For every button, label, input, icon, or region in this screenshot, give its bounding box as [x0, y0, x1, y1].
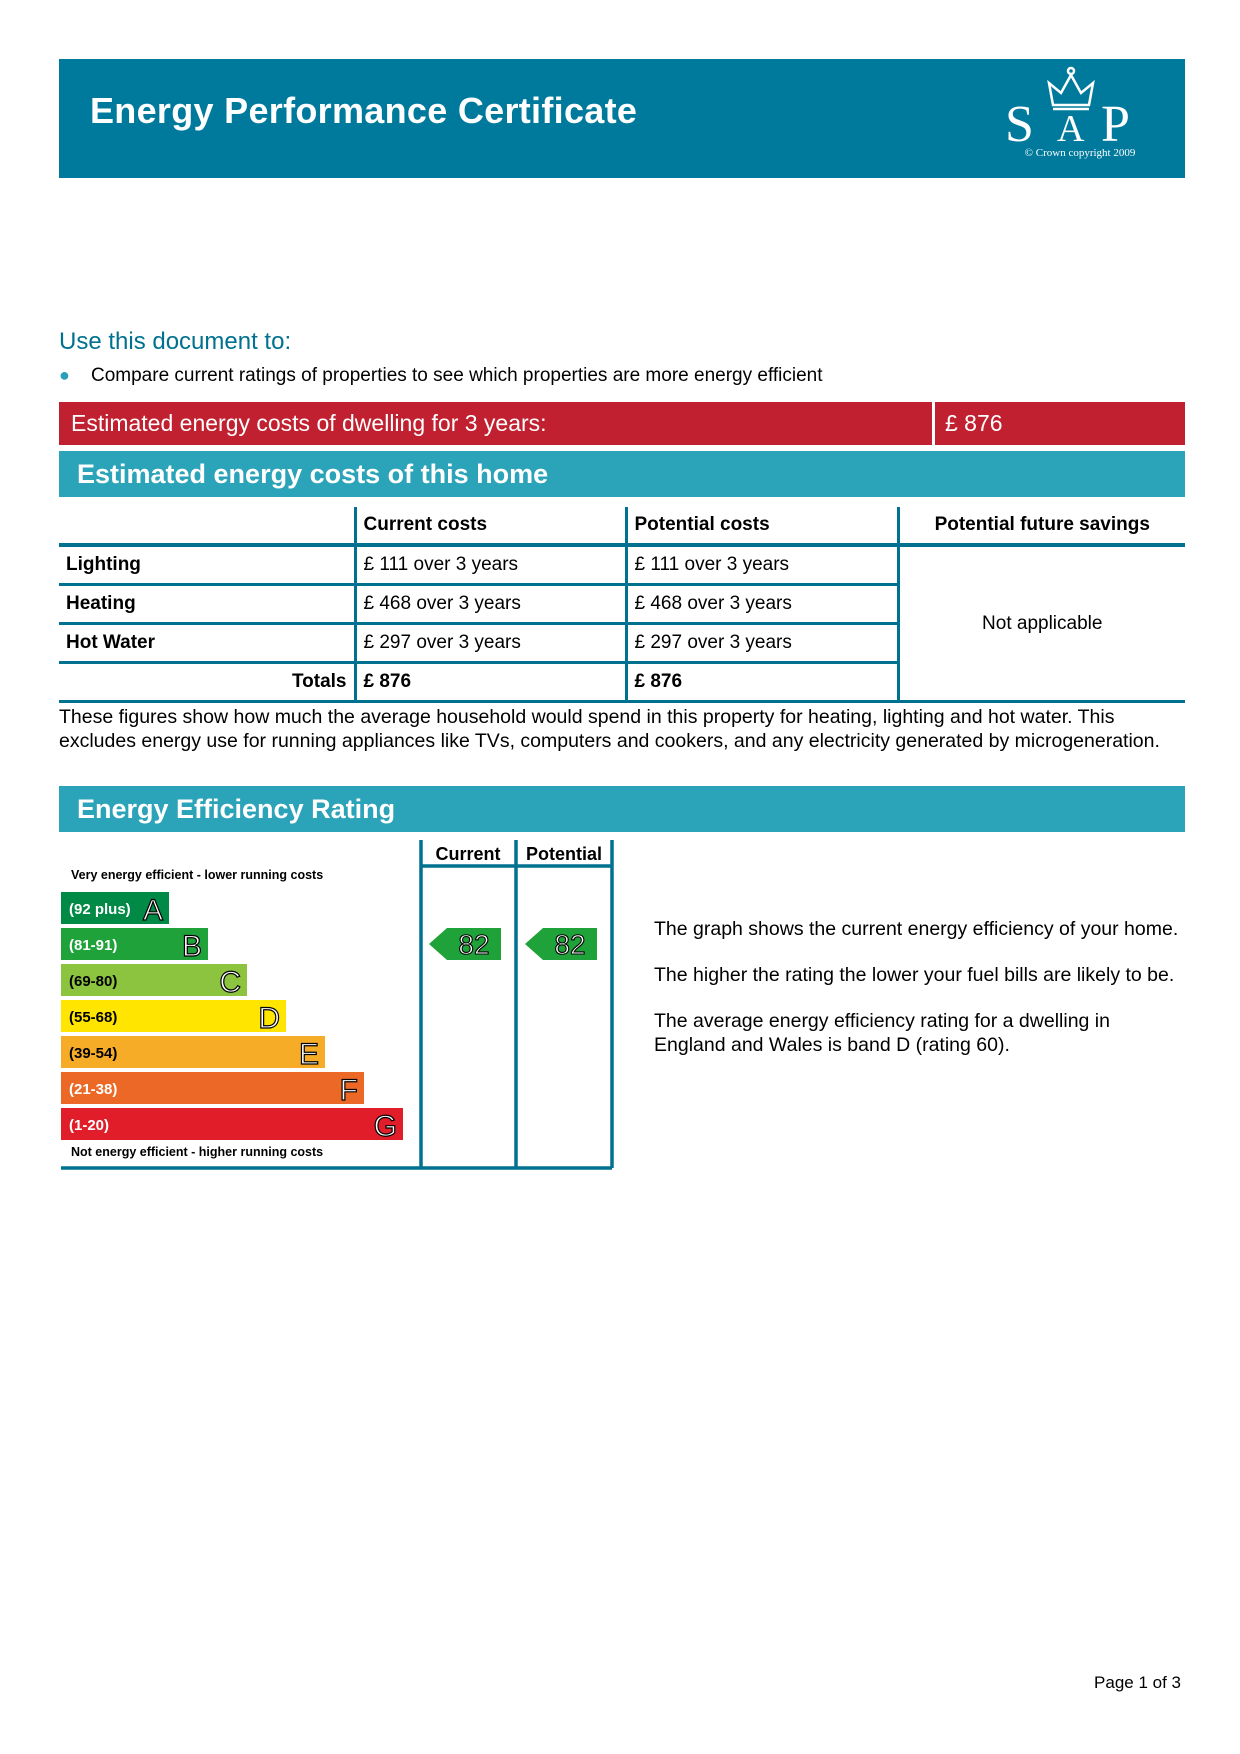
- potential-rating-value: 82: [554, 929, 586, 960]
- costs-explanation: These figures show how much the average household would spend in this property for heating, lighting and hot water. This excludes energy use for running appliances like TVs, computers and cookers, and any electricity generated by microgeneration.: [59, 706, 1160, 752]
- rating-band-range: (55-68): [69, 1009, 118, 1026]
- costs-section-title: Estimated energy costs of this home: [77, 459, 549, 489]
- crown-icon: [1005, 65, 1155, 155]
- estimated-costs-bar: [59, 402, 932, 445]
- totals-current: £ 876: [355, 663, 626, 702]
- efficiency-section-heading: [59, 786, 1185, 832]
- totals-potential: £ 876: [626, 663, 898, 702]
- table-header-savings: Potential future savings: [898, 507, 1185, 545]
- rating-band-letter: B: [181, 930, 202, 963]
- rating-band-range: (1-20): [69, 1117, 110, 1134]
- estimated-costs-value: £ 876: [945, 410, 1003, 436]
- estimated-costs-label: Estimated energy costs of dwelling for 3 years:: [71, 410, 547, 436]
- bullet-icon: ●: [59, 365, 70, 385]
- column-current-label: Current: [435, 844, 501, 864]
- rating-band-letter: C: [219, 966, 241, 999]
- row-potential: £ 468 over 3 years: [626, 585, 898, 624]
- current-rating-value: 82: [458, 929, 490, 960]
- table-header-empty: [59, 507, 355, 545]
- rating-description-paragraph: The higher the rating the lower your fuel bills are likely to be.: [654, 964, 1175, 986]
- rating-band-g: [61, 1108, 403, 1140]
- rating-band-letter: F: [339, 1074, 358, 1107]
- inefficient-note: Not energy efficient - higher running costs: [71, 1145, 324, 1159]
- costs-table: [59, 507, 1185, 703]
- table-header-row: [59, 507, 1185, 545]
- sap-letter-a: A: [1057, 108, 1085, 150]
- page-title: Energy Performance Certificate: [90, 90, 638, 131]
- row-potential: £ 111 over 3 years: [626, 545, 898, 585]
- row-label: Lighting: [59, 545, 355, 585]
- savings-cell: Not applicable: [898, 545, 1185, 702]
- efficient-note: Very energy efficient - lower running costs: [71, 868, 324, 882]
- rating-bands: [61, 892, 403, 1143]
- rating-band-range: (92 plus): [69, 901, 131, 918]
- energy-rating-graph: [59, 840, 619, 1180]
- table-header-current: Current costs: [355, 507, 626, 545]
- row-current: £ 297 over 3 years: [355, 624, 626, 663]
- table-row: [59, 545, 1185, 585]
- rating-arrows: [429, 928, 597, 960]
- logo-copyright: © Crown copyright 2009: [1024, 147, 1136, 159]
- table-header-potential: Potential costs: [626, 507, 898, 545]
- row-potential: £ 297 over 3 years: [626, 624, 898, 663]
- efficiency-section-title: Energy Efficiency Rating: [77, 794, 396, 824]
- row-label: Hot Water: [59, 624, 355, 663]
- header-banner: [59, 59, 1185, 178]
- rating-description-paragraph: The average energy efficiency rating for a dwelling in England and Wales is band D (rating 60).: [654, 1010, 1110, 1056]
- totals-label: Totals: [59, 663, 355, 702]
- estimated-costs-value-box: [935, 402, 1185, 445]
- use-document-heading: Use this document to:: [59, 328, 292, 355]
- costs-section-heading: [59, 451, 1185, 497]
- rating-band-range: (69-80): [69, 973, 118, 990]
- bullet-text: Compare current ratings of properties to see which properties are more energy efficient: [91, 365, 823, 386]
- rating-band-letter: A: [142, 894, 163, 927]
- rating-band-range: (81-91): [69, 937, 118, 954]
- rating-band-range: (39-54): [69, 1045, 118, 1062]
- row-label: Heating: [59, 585, 355, 624]
- sap-letter-p: P: [1101, 96, 1130, 153]
- page-number: Page 1 of 3: [1094, 1673, 1181, 1692]
- rating-description-paragraph: The graph shows the current energy efficiency of your home.: [654, 918, 1179, 940]
- rating-description: [654, 917, 1184, 1079]
- column-potential-label: Potential: [525, 844, 603, 864]
- rating-band-letter: G: [373, 1110, 397, 1143]
- sap-logo: [1005, 65, 1155, 169]
- sap-letter-s: S: [1005, 96, 1034, 153]
- rating-band-letter: D: [258, 1002, 280, 1035]
- row-current: £ 111 over 3 years: [355, 545, 626, 585]
- rating-band-letter: E: [298, 1038, 319, 1071]
- rating-band-range: (21-38): [69, 1081, 118, 1098]
- row-current: £ 468 over 3 years: [355, 585, 626, 624]
